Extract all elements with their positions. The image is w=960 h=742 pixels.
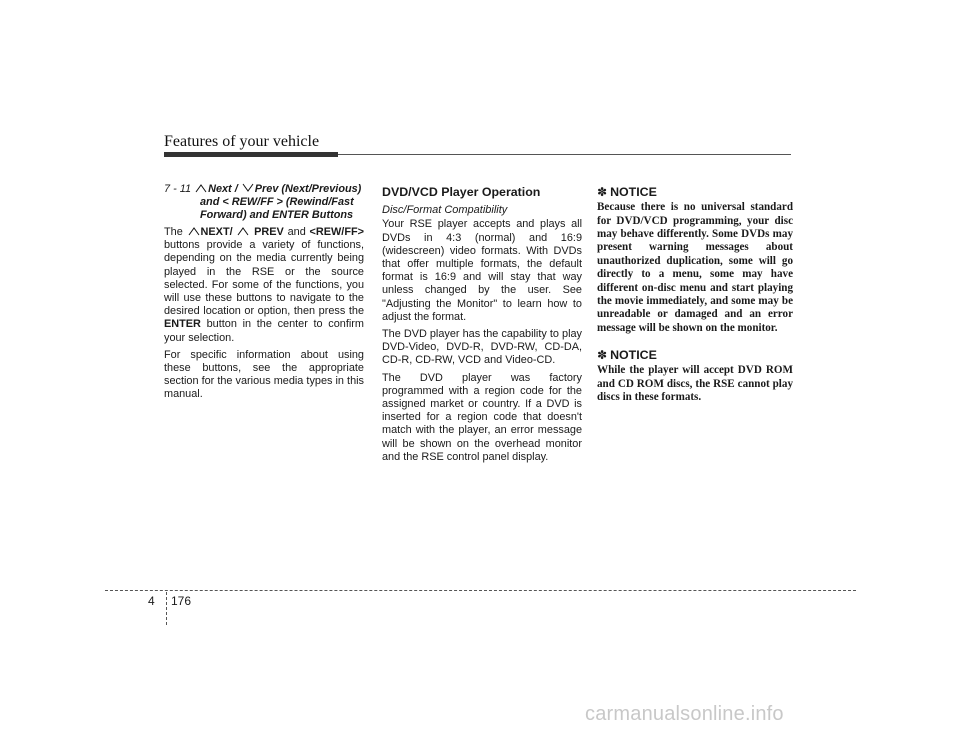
chapter-number: 4 — [148, 594, 155, 608]
text-the: The — [164, 226, 183, 238]
text-enter: ENTER — [164, 318, 201, 331]
watermark-text: carmanualsonline.info — [585, 703, 784, 725]
buttons-paragraph — [164, 226, 364, 345]
text-next: NEXT/ — [200, 226, 233, 238]
chevron-up-icon — [195, 183, 207, 193]
subsection-title: Disc/Format Compatibility — [382, 204, 508, 217]
page-header-title: Features of your vehicle — [164, 133, 320, 150]
specific-info-paragraph: For specific information about using these buttons, see the appropriate section for the various media types in this manual. — [164, 348, 364, 401]
column-buttons — [164, 183, 364, 402]
section-title: DVD/VCD Player Operation — [382, 185, 541, 199]
formats-paragraph: Your RSE player accepts and plays all DVDs in 4:3 (normal) and 16:9 (widescreen) video formats. With DVDs that offer multiple formats, the default format is 16:9 and will stay that way unless changed by the user. See "Adjusting the Monitor" to learn how to adjust the format. — [382, 218, 582, 323]
page-number: 176 — [171, 594, 192, 608]
notice-body-1: Because there is no universal standard for DVD/VCD programming, your disc may behave differently. Some DVDs may present warning messages about unauthorized duplication, some will go directly to a menu, some may have different on-disc menu and start playing the movie immediately, and some may be unreadable or damaged and an error message will be shown on the monitor. — [597, 201, 793, 334]
caption-heading — [164, 183, 364, 222]
notice-body-2: While the player will accept DVD ROM and CD ROM discs, the RSE cannot play discs in these formats. — [597, 364, 793, 404]
caption-next: Next / — [208, 183, 238, 195]
caption-prev: Prev (Next/Previous) — [254, 183, 362, 195]
text-and: and — [287, 226, 306, 238]
caption-line-2: and < REW/FF > (Rewind/Fast — [200, 196, 354, 208]
notice-heading-1 — [597, 186, 793, 199]
text-body: buttons provide a variety of functions, depending on the media currently being played in the RSE or the source selected. For some of the functions, you will use these buttons to navigate to the desired location or option, then press the — [164, 239, 364, 318]
star-icon: ✽ — [597, 185, 608, 199]
notice-title-2: NOTICE — [610, 348, 657, 363]
text-rewff: <REW/FF> — [309, 226, 364, 238]
notice-title-1: NOTICE — [610, 185, 657, 199]
chevron-up-icon — [188, 226, 200, 236]
chevron-up-icon — [237, 226, 249, 236]
column-dvd-operation — [382, 183, 582, 464]
capability-paragraph: The DVD player has the capability to play DVD-Video, DVD-R, DVD-RW, CD-DA, CD-R, CD-RW, VCD and Video-CD. — [382, 328, 582, 367]
footer-divider — [166, 592, 167, 625]
text-prev: PREV — [254, 226, 284, 238]
header-rule — [338, 154, 791, 155]
chevron-down-icon — [242, 183, 254, 193]
column-notices — [597, 183, 793, 405]
star-icon: ✽ — [597, 348, 608, 363]
footer-rule — [105, 590, 856, 591]
region-paragraph: The DVD player was factory programmed with a region code for the assigned market or country. If a DVD is inserted for a region code that doesn't match with the player, an error message will be shown on the overhead monitor and the RSE control panel display. — [382, 371, 582, 463]
header-bar — [164, 152, 338, 157]
notice-heading-2 — [597, 349, 793, 362]
caption-line-3: Forward) and ENTER Buttons — [200, 209, 354, 221]
caption-number: 7 - 11 — [164, 183, 192, 195]
text-tail: button in the center to confirm your selection. — [164, 318, 364, 344]
